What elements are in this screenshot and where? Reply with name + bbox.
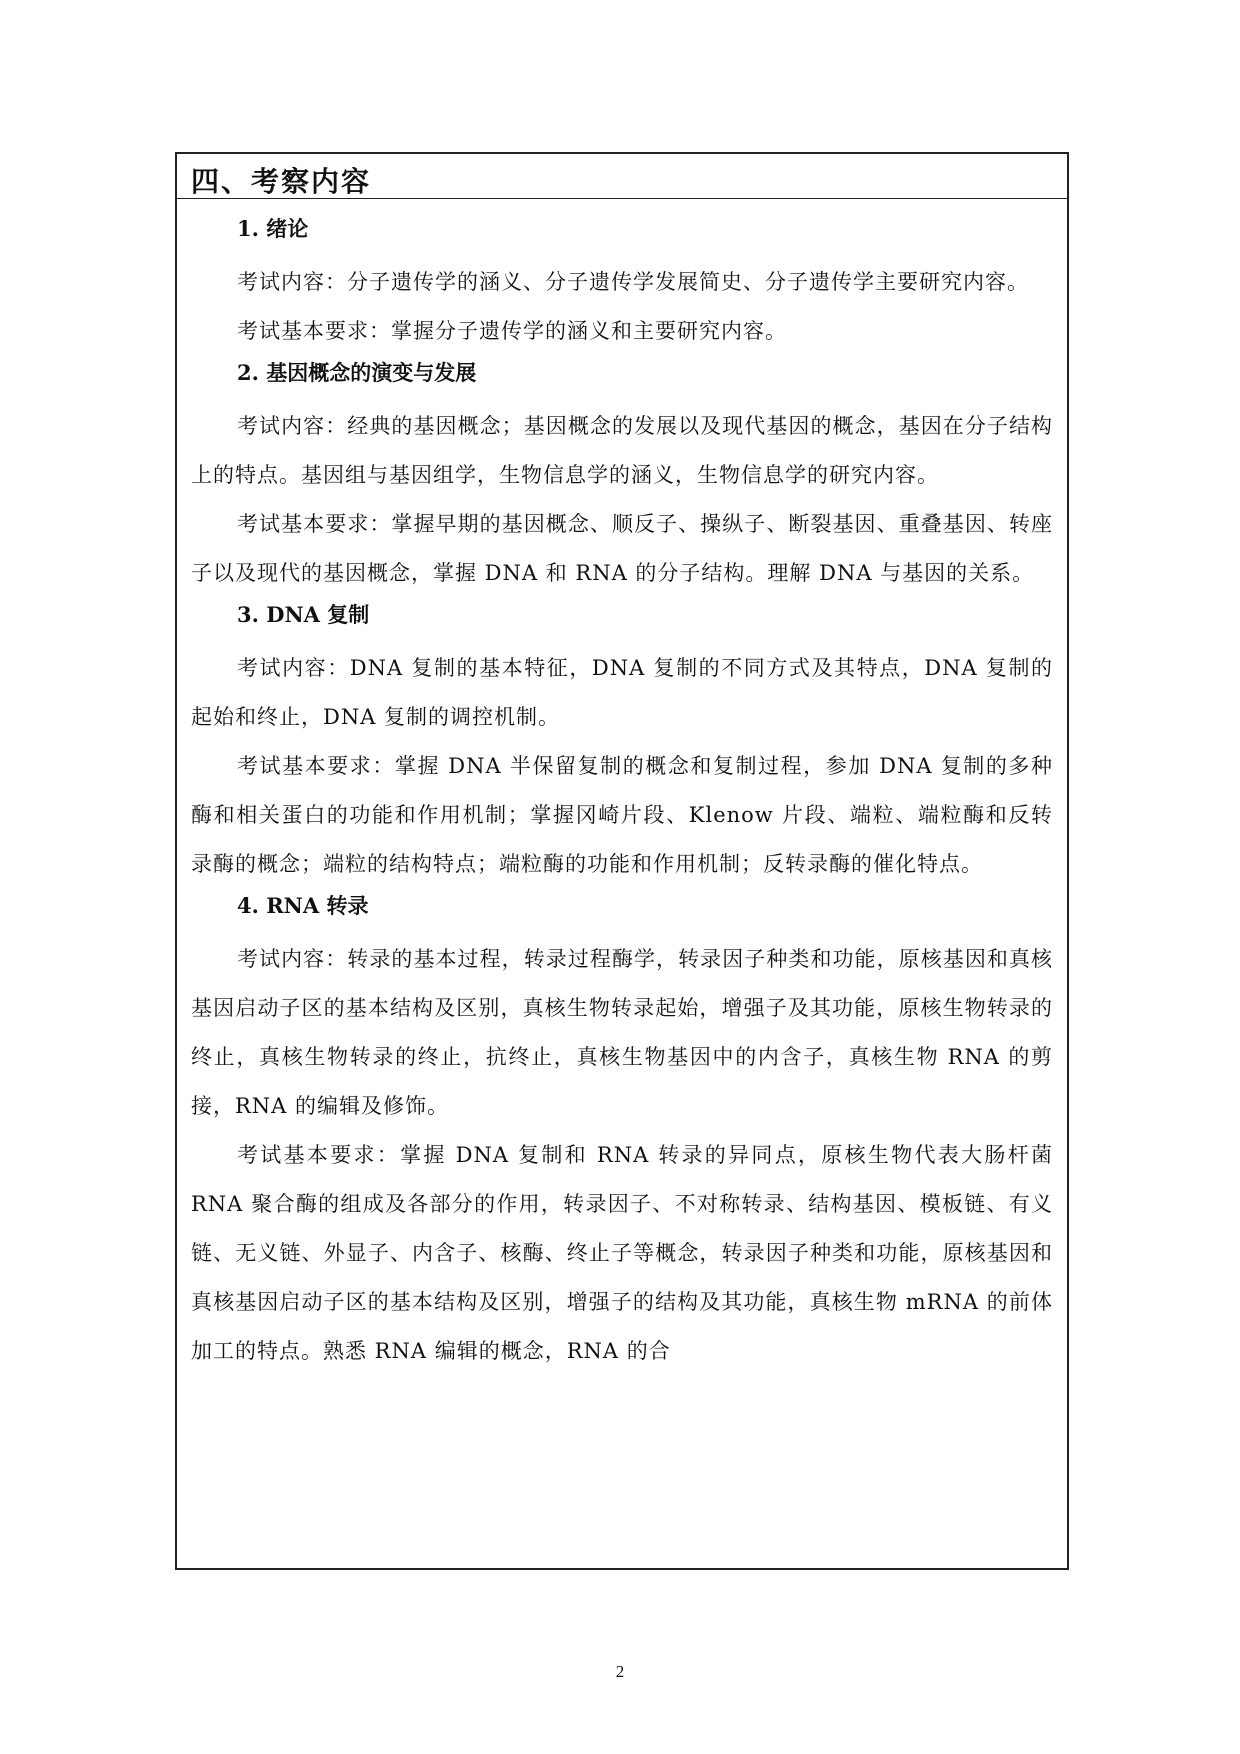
subsection-heading: 1. 绪论 — [237, 216, 309, 241]
subsection-heading: 4. RNA 转录 — [237, 893, 369, 918]
paragraph: 考试内容：分子遗传学的涵义、分子遗传学发展简史、分子遗传学主要研究内容。 — [237, 270, 1029, 294]
subsection-heading: 2. 基因概念的演变与发展 — [237, 360, 477, 385]
paragraph: 考试基本要求：掌握早期的基因概念、顺反子、操纵子、断裂基因、重叠基因、转座子以及现代的基因概念，掌握 DNA 和 RNA 的分子结构。理解 DNA 与基因的关系。 — [191, 512, 1053, 585]
page-number: 2 — [615, 1662, 625, 1681]
table-header-row — [177, 154, 1067, 199]
paragraph: 考试内容：经典的基因概念；基因概念的发展以及现代基因的概念，基因在分子结构上的特点。基因组与基因组学，生物信息学的涵义，生物信息学的研究内容。 — [191, 414, 1053, 487]
subsection-heading: 3. DNA 复制 — [237, 602, 370, 627]
paragraph: 考试内容：DNA 复制的基本特征，DNA 复制的不同方式及其特点，DNA 复制的起始和终止，DNA 复制的调控机制。 — [191, 656, 1053, 729]
section-title: 四、考察内容 — [191, 165, 372, 198]
paragraph: 考试基本要求：掌握 DNA 半保留复制的概念和复制过程，参加 DNA 复制的多种酶和相关蛋白的功能和作用机制；掌握冈崎片段、Klenow 片段、端粒、端粒酶和反转录酶的概念；端粒的结构特点；端粒酶的功能和作用机制；反转录酶的催化特点。 — [191, 754, 1053, 876]
content-table — [175, 152, 1069, 1570]
paragraph: 考试基本要求：掌握分子遗传学的涵义和主要研究内容。 — [237, 319, 787, 343]
paragraph: 考试基本要求：掌握 DNA 复制和 RNA 转录的异同点，原核生物代表大肠杆菌 RNA 聚合酶的组成及各部分的作用，转录因子、不对称转录、结构基因、模板链、有义链、无义链、外显子、内含子、核酶、终止子等概念，转录因子种类和功能，原核基因和真核基因启动子区的基本结构及区别，增强子的结构及其功能，真核生物 mRNA 的前体加工的特点。熟悉 RNA 编辑的概念，RNA 的合 — [191, 1143, 1053, 1363]
paragraph: 考试内容：转录的基本过程，转录过程酶学，转录因子种类和功能，原核基因和真核基因启动子区的基本结构及区别，真核生物转录起始，增强子及其功能，原核生物转录的终止，真核生物转录的终止，抗终止，真核生物基因中的内含子，真核生物 RNA 的剪接，RNA 的编辑及修饰。 — [191, 947, 1053, 1118]
section-content — [191, 212, 1053, 1376]
